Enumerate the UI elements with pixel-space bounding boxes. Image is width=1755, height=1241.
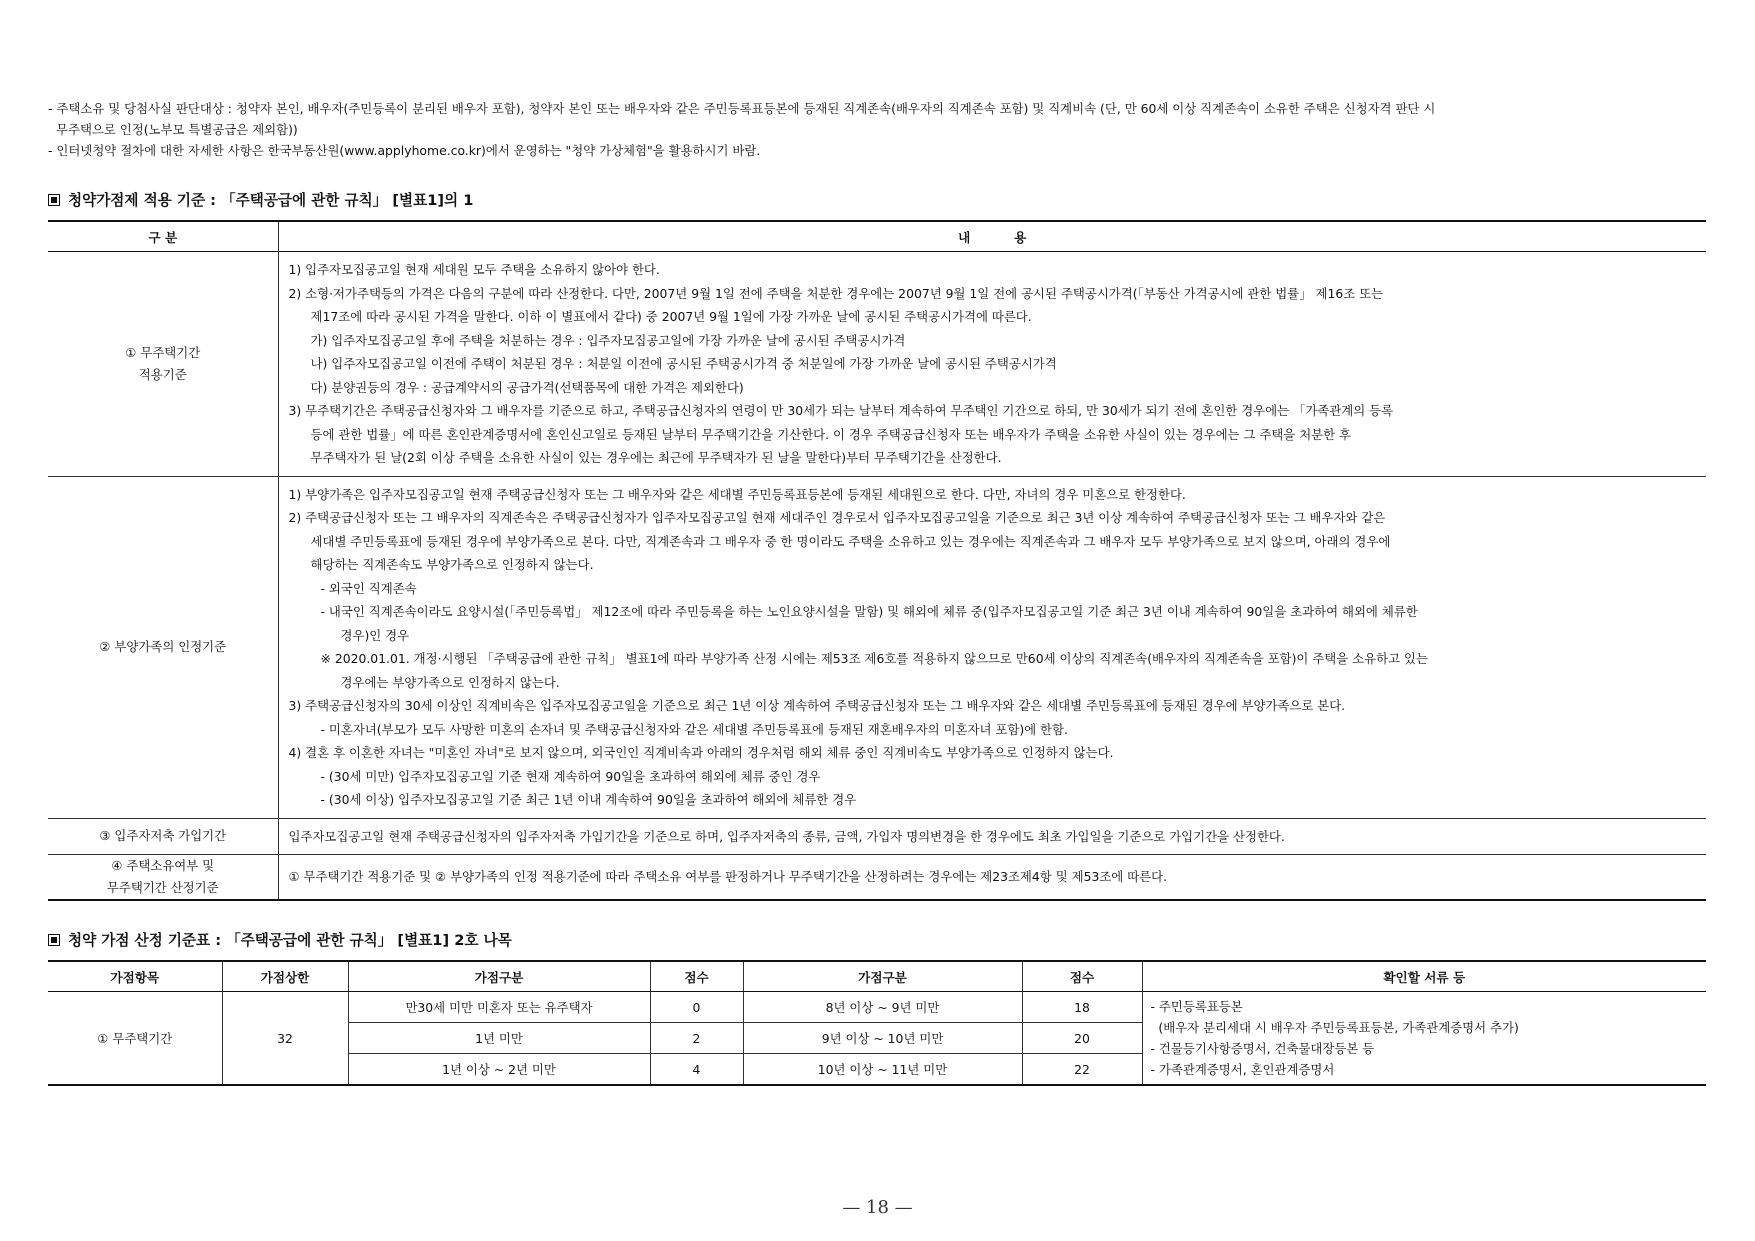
row-label-line: ② 부양가족의 인정기준 xyxy=(99,639,227,654)
content-line: 세대별 주민등록표에 등재된 경우에 부양가족으로 본다. 다만, 직계존속과 그 배우자 중 한 명이라도 주택을 소유하고 있는 경우에는 직계존속과 그 배우자 모두 부양가족으로 보지 않으며, 아래의 경우에 xyxy=(310,533,1391,549)
row-content xyxy=(278,818,1706,855)
table-row xyxy=(48,855,1706,901)
content-line: 2) 소형·저가주택등의 가격은 다음의 구분에 따라 산정한다. 다만, 2007년 9월 1일 전에 주택을 처분한 경우에는 2007년 9월 1일 전에 공시된 주택공시가격(「부동산 가격공시에 관한 법률」 제16조 또는 xyxy=(288,285,1384,301)
note-line: - 인터넷청약 절차에 대한 자세한 사항은 한국부동산원(www.applyhome.co.kr)에서 운영하는 "청약 가상체험"을 활용하시기 바람. xyxy=(48,143,761,158)
note-line: 무주택으로 인정(노부모 특별공급은 제외함)) xyxy=(56,122,298,137)
header-max: 가점상한 xyxy=(222,961,348,992)
row-label xyxy=(48,855,278,901)
content-line: 4) 결혼 후 이혼한 자녀는 "미혼인 자녀"로 보지 않으며, 외국인인 직계비속과 아래의 경우처럼 해외 체류 중인 직계비속도 부양가족으로 인정하지 않는다. xyxy=(288,745,1114,760)
row-label xyxy=(48,818,278,855)
content-line: - (30세 미만) 입주자모집공고일 기준 현재 계속하여 90일을 초과하여 해외에 체류 중인 경우 xyxy=(320,768,821,784)
table-row xyxy=(48,252,1706,477)
square-bullet-icon xyxy=(48,934,60,946)
content-line: 다) 분양권등의 경우 : 공급계약서의 공급가격(선택품목에 대한 가격은 제외한다) xyxy=(310,379,744,395)
content-line: 경우)인 경우 xyxy=(340,627,410,643)
table-row xyxy=(48,992,1706,1023)
document-page xyxy=(48,98,1706,1086)
documents-cell: - 주민등록표등본 (배우자 분리세대 시 배우자 주민등록표등본, 가족관계증명서 추가) - 건물등기사항증명서, 건축물대장등본 등 - 가족관계증명서, 혼인관계증명서 xyxy=(1142,992,1706,1086)
content-line: 3) 주택공급신청자의 30세 이상인 직계비속은 입주자모집공고일을 기준으로 최근 1년 이상 계속하여 주택공급신청자 또는 그 배우자와 같은 세대별 주민등록표에 등재된 경우에 부양가족으로 본다. xyxy=(288,698,1346,713)
content-line: 3) 무주택기간은 주택공급신청자와 그 배우자를 기준으로 하고, 주택공급신청자의 연령이 만 30세가 되는 날부터 계속하여 무주택인 기간으로 하되, 만 30세가 되기 전에 혼인한 경우에는 「가족관계의 등록 xyxy=(288,403,1394,418)
content-line: ※ 2020.01.01. 개정·시행된 「주택공급에 관한 규칙」 별표1에 따라 부양가족 산정 시에는 제53조 제6호를 적용하지 않으므로 만60세 이상의 직계존속(배우자의 직계존속을 포함)이 주택을 소유하고 있는 xyxy=(320,651,1428,666)
note-line: - 주택소유 및 당첨사실 판단대상 : 청약자 본인, 배우자(주민등록이 분리된 배우자 포함), 청약자 본인 또는 배우자와 같은 주민등록표등본에 등재된 직계존속(배우자의 직계존속 포함) 및 직계비속 (단, 만 60세 이상 직계존속이 소유한 주택은 신청자격 판단 시 xyxy=(48,101,1436,116)
item-cell: ① 무주택기간 xyxy=(48,992,222,1086)
max-cell: 32 xyxy=(222,992,348,1086)
points-cell: 20 xyxy=(1022,1023,1142,1054)
content-line: - 미혼자녀(부모가 모두 사망한 미혼의 손자녀 및 주택공급신청자와 같은 세대별 주민등록표에 등재된 재혼배우자의 미혼자녀 포함)에 한함. xyxy=(320,721,1068,737)
header-points: 점수 xyxy=(1022,961,1142,992)
row-label xyxy=(48,252,278,477)
points-cell: 0 xyxy=(650,992,743,1023)
content-line: 해당하는 직계존속도 부양가족으로 인정하지 않는다. xyxy=(310,557,594,572)
content-line: - 외국인 직계존속 xyxy=(320,580,417,596)
points-cell: 18 xyxy=(1022,992,1142,1023)
header-category: 가점구분 xyxy=(743,961,1022,992)
section-title-1: 청약가점제 적용 기준 : 「주택공급에 관한 규칙」 [별표1]의 1 xyxy=(48,189,1706,210)
category-cell: 만30세 미만 미혼자 또는 유주택자 xyxy=(348,992,650,1023)
square-bullet-icon xyxy=(48,194,60,206)
row-content xyxy=(278,476,1706,818)
scoring-criteria-table xyxy=(48,220,1706,901)
category-cell: 9년 이상 ~ 10년 미만 xyxy=(743,1023,1022,1054)
row-label xyxy=(48,476,278,818)
content-line: 등에 관한 법률」에 따른 혼인관계증명서에 혼인신고일로 등재된 날부터 무주택기간을 기산한다. 이 경우 주택공급신청자 또는 배우자가 주택을 소유한 사실이 있는 경우에는 그 주택을 처분한 후 xyxy=(310,426,1352,442)
row-label-line: 적용기준 xyxy=(138,366,187,382)
content-line: 제17조에 따라 공시된 가격을 말한다. 이하 이 별표에서 같다) 중 2007년 9월 1일에 가장 가까운 날에 공시된 주택공시가격에 따른다. xyxy=(310,309,1032,324)
points-table xyxy=(48,960,1706,1086)
content-line: - 내국인 직계존속이라도 요양시설(「주민등록법」 제12조에 따라 주민등록을 하는 노인요양시설을 말함) 및 해외에 체류 중(입주자모집공고일 기준 최근 3년 이내 계속하여 90일을 초과하여 해외에 체류한 xyxy=(320,604,1418,619)
row-label-line: ③ 입주자저축 가입기간 xyxy=(99,828,227,844)
section-title-2: 청약 가점 산정 기준표 : 「주택공급에 관한 규칙」 [별표1] 2호 나목 xyxy=(48,929,1706,950)
header-item: 가점항목 xyxy=(48,961,222,992)
row-label-line: ① 무주택기간 xyxy=(125,344,201,360)
header-category: 가점구분 xyxy=(348,961,650,992)
header-label: 구 분 xyxy=(48,221,278,252)
content-line: 나) 입주자모집공고일 이전에 주택이 처분된 경우 : 처분일 이전에 공시된 주택공시가격 중 처분일에 가장 가까운 날에 공시된 주택공시가격 xyxy=(310,356,1057,371)
points-cell: 22 xyxy=(1022,1054,1142,1086)
content-line: 2) 주택공급신청자 또는 그 배우자의 직계존속은 주택공급신청자가 입주자모집공고일 현재 세대주인 경우로서 입주자모집공고일을 기준으로 최근 3년 이상 계속하여 주택공급신청자 또는 그 배우자와 같은 xyxy=(288,510,1386,525)
content-line: 가) 입주자모집공고일 후에 주택을 처분하는 경우 : 입주자모집공고일에 가장 가까운 날에 공시된 주택공시가격 xyxy=(310,332,906,348)
row-content xyxy=(278,252,1706,477)
content-line: 입주자모집공고일 현재 주택공급신청자의 입주자저축 가입기간을 기준으로 하며, 입주자저축의 종류, 금액, 가입자 명의변경을 한 경우에도 최초 가입일을 기준으로 가입기간을 산정한다. xyxy=(288,828,1285,844)
header-content: 내 용 xyxy=(278,221,1706,252)
page-number: — 18 — xyxy=(842,1197,913,1218)
content-line: 무주택자가 된 날(2회 이상 주택을 소유한 사실이 있는 경우에는 최근에 무주택자가 된 날을 말한다)부터 무주택기간을 산정한다. xyxy=(310,450,1002,465)
header-documents: 확인할 서류 등 xyxy=(1142,961,1706,992)
content-line: - (30세 이상) 입주자모집공고일 기준 최근 1년 이내 계속하여 90일을 초과하여 해외에 체류한 경우 xyxy=(320,792,857,807)
header-points: 점수 xyxy=(650,961,743,992)
category-cell: 10년 이상 ~ 11년 미만 xyxy=(743,1054,1022,1086)
points-cell: 2 xyxy=(650,1023,743,1054)
category-cell: 8년 이상 ~ 9년 미만 xyxy=(743,992,1022,1023)
content-line: 경우에는 부양가족으로 인정하지 않는다. xyxy=(340,674,560,690)
row-label-line: ④ 주택소유여부 및 xyxy=(111,858,215,873)
table-row xyxy=(48,818,1706,855)
table-row xyxy=(48,476,1706,818)
row-content xyxy=(278,855,1706,901)
category-cell: 1년 미만 xyxy=(348,1023,650,1054)
content-line: 1) 부양가족은 입주자모집공고일 현재 주택공급신청자 또는 그 배우자와 같은 세대별 주민등록표등본에 등재된 세대원으로 한다. 다만, 자녀의 경우 미혼으로 한정한다. xyxy=(288,486,1186,502)
category-cell: 1년 이상 ~ 2년 미만 xyxy=(348,1054,650,1086)
content-line: ① 무주택기간 적용기준 및 ② 부양가족의 인정 적용기준에 따라 주택소유 여부를 판정하거나 무주택기간을 산정하려는 경우에는 제23조제4항 및 제53조에 따른다. xyxy=(288,869,1168,885)
row-label-line: 무주택기간 산정기준 xyxy=(106,880,219,895)
points-cell: 4 xyxy=(650,1054,743,1086)
content-line: 1) 입주자모집공고일 현재 세대원 모두 주택을 소유하지 않아야 한다. xyxy=(288,262,660,277)
